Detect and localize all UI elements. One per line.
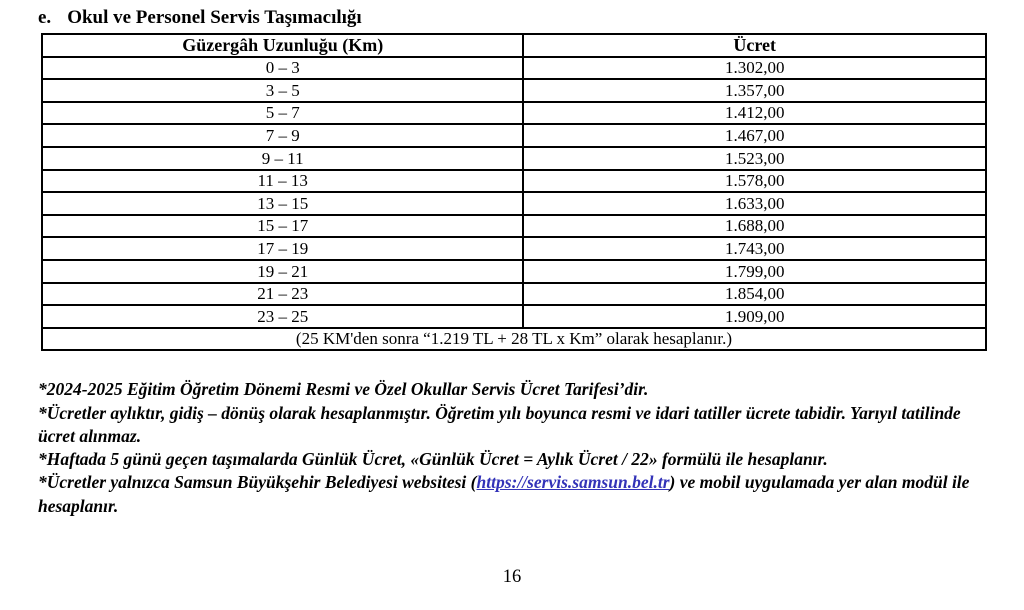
fare-cell: 1.633,00 <box>523 192 986 215</box>
table-row <box>42 192 986 215</box>
section-heading <box>38 7 988 29</box>
fare-cell: 1.357,00 <box>523 79 986 102</box>
footnotes-block <box>38 378 990 518</box>
section-index: e. <box>38 7 52 28</box>
route-range-cell: 9 – 11 <box>42 147 523 170</box>
route-range-cell: 0 – 3 <box>42 57 523 80</box>
fare-cell: 1.578,00 <box>523 170 986 193</box>
section-title: Okul ve Personel Servis Taşımacılığı <box>67 7 362 28</box>
route-range-cell: 15 – 17 <box>42 215 523 238</box>
footnote-text-after-link: ) ve mobil uygulamada yer alan modül ile hesaplanır. <box>38 472 970 516</box>
fare-cell: 1.688,00 <box>523 215 986 238</box>
fare-cell: 1.909,00 <box>523 305 986 328</box>
route-range-cell: 7 – 9 <box>42 124 523 147</box>
table-row <box>42 102 986 125</box>
fare-cell: 1.302,00 <box>523 57 986 80</box>
route-range-cell: 19 – 21 <box>42 260 523 283</box>
footnote-daily-fare-formula: *Haftada 5 günü geçen taşımalarda Günlük Ücret, «Günlük Ücret = Aylık Ücret / 22» formülü ile hesaplanır. <box>38 449 828 470</box>
route-range-cell: 21 – 23 <box>42 283 523 306</box>
tariff-table <box>41 33 987 351</box>
table-row <box>42 305 986 328</box>
table-footer-row <box>42 328 986 351</box>
route-range-cell: 5 – 7 <box>42 102 523 125</box>
table-header-row <box>42 34 986 57</box>
route-range-cell: 17 – 19 <box>42 237 523 260</box>
table-row <box>42 124 986 147</box>
table-row <box>42 283 986 306</box>
footnote-monthly-fares: *Ücretler aylıktır, gidiş – dönüş olarak hesaplanmıştır. Öğretim yılı boyunca resmi ve idari tatiller ücrete tabidir. Yarıyıl tatilinde ücret alınmaz. <box>38 402 961 446</box>
fare-cell: 1.743,00 <box>523 237 986 260</box>
table-row <box>42 147 986 170</box>
fare-cell: 1.523,00 <box>523 147 986 170</box>
fare-cell: 1.854,00 <box>523 283 986 306</box>
table-row <box>42 237 986 260</box>
footnote-tariff-period: *2024-2025 Eğitim Öğretim Dönemi Resmi ve Özel Okullar Servis Ücret Tarifesi’dir. <box>38 379 649 400</box>
table-row <box>42 57 986 80</box>
servis-samsun-link[interactable]: https://servis.samsun.bel.tr <box>476 472 670 493</box>
route-range-cell: 11 – 13 <box>42 170 523 193</box>
fare-cell: 1.412,00 <box>523 102 986 125</box>
table-row <box>42 260 986 283</box>
page-number: 16 <box>502 567 522 587</box>
column-header-route-length: Güzergâh Uzunluğu (Km) <box>42 34 523 57</box>
route-range-cell: 13 – 15 <box>42 192 523 215</box>
footnote-calculation-module <box>38 471 990 518</box>
over-25km-formula-note: (25 KM'den sonra “1.219 TL + 28 TL x Km” olarak hesaplanır.) <box>42 328 986 351</box>
route-range-cell: 23 – 25 <box>42 305 523 328</box>
footnote-text-before-link: *Ücretler yalnızca Samsun Büyükşehir Belediyesi websitesi ( <box>38 472 477 493</box>
fare-cell: 1.467,00 <box>523 124 986 147</box>
fare-cell: 1.799,00 <box>523 260 986 283</box>
table-row <box>42 215 986 238</box>
table-row <box>42 79 986 102</box>
route-range-cell: 3 – 5 <box>42 79 523 102</box>
table-row <box>42 170 986 193</box>
column-header-fare: Ücret <box>523 34 986 57</box>
